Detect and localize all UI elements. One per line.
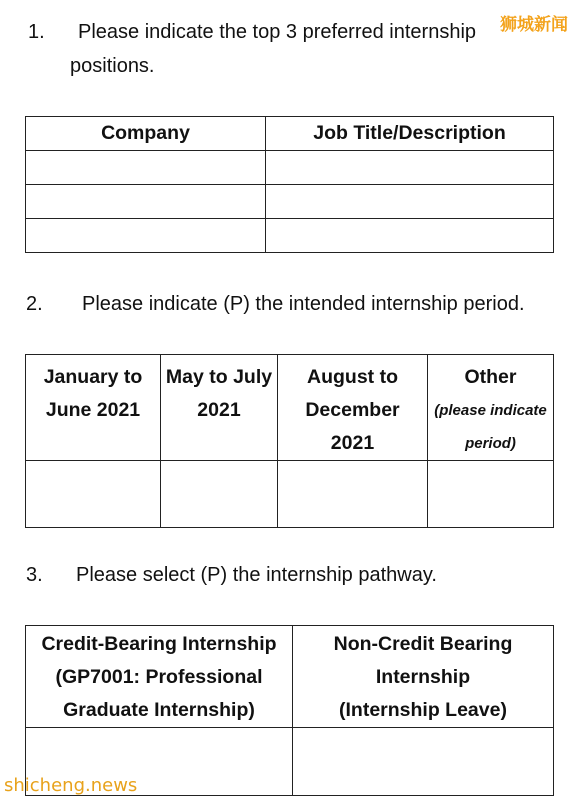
question-1-text-line2: positions.	[70, 55, 155, 77]
pathway-noncredit-l2: Internship	[375, 666, 471, 688]
period-other	[428, 355, 554, 461]
question-3-text: Please select (P) the internship pathway.	[76, 564, 437, 586]
period-aug-dec	[278, 355, 428, 461]
period-may-jul-l2: 2021	[197, 399, 241, 421]
period-aug-dec-l3: 2021	[330, 432, 375, 454]
period-aug-dec-l2: December	[305, 399, 400, 421]
job-title-cell-1[interactable]	[266, 151, 554, 185]
period-aug-dec-l1: August to	[307, 366, 398, 388]
period-may-jul	[161, 355, 278, 461]
question-3-number: 3.	[26, 564, 43, 586]
question-2-number: 2.	[26, 293, 43, 315]
period-aug-dec-checkbox[interactable]	[278, 461, 428, 528]
preferred-positions-table	[25, 116, 554, 253]
period-may-jul-checkbox[interactable]	[161, 461, 278, 528]
pathway-noncredit-checkbox[interactable]	[293, 728, 554, 796]
question-2-text: Please indicate (P) the intended internship period.	[82, 293, 525, 315]
watermark-bottom-logo: shicheng.news	[4, 775, 138, 796]
pathway-noncredit-l1: Non-Credit Bearing	[333, 633, 513, 655]
period-jan-jun-checkbox[interactable]	[26, 461, 161, 528]
header-company: Company	[26, 117, 266, 151]
period-jan-jun-l2: June 2021	[45, 399, 141, 421]
question-2	[26, 294, 566, 318]
period-may-jul-l1: May to July	[165, 366, 273, 388]
question-1-number: 1.	[28, 21, 45, 43]
pathway-credit-bearing	[26, 626, 293, 728]
period-other-l1: Other	[464, 366, 517, 388]
job-title-cell-2[interactable]	[266, 185, 554, 219]
internship-period-table	[25, 354, 554, 528]
company-cell-3[interactable]	[26, 219, 266, 253]
question-1-text-line1: Please indicate the top 3 preferred internship	[78, 21, 477, 43]
job-title-cell-3[interactable]	[266, 219, 554, 253]
period-jan-jun	[26, 355, 161, 461]
internship-pathway-table	[25, 625, 554, 796]
pathway-noncredit-l3: (Internship Leave)	[339, 699, 507, 721]
pathway-credit-l3: Graduate Internship)	[63, 699, 255, 721]
period-other-checkbox[interactable]	[428, 461, 554, 528]
company-cell-1[interactable]	[26, 151, 266, 185]
period-other-l3: period)	[465, 435, 516, 452]
question-3	[26, 565, 566, 589]
company-cell-2[interactable]	[26, 185, 266, 219]
period-jan-jun-l1: January to	[43, 366, 143, 388]
header-job-title: Job Title/Description	[266, 117, 554, 151]
period-other-l2: (please indicate	[434, 402, 547, 419]
pathway-credit-l1: Credit-Bearing Internship	[41, 633, 277, 655]
question-1	[28, 22, 568, 82]
pathway-credit-l2: (GP7001: Professional	[55, 666, 263, 688]
pathway-non-credit	[293, 626, 554, 728]
watermark-top-logo: 狮城新闻	[500, 15, 568, 35]
